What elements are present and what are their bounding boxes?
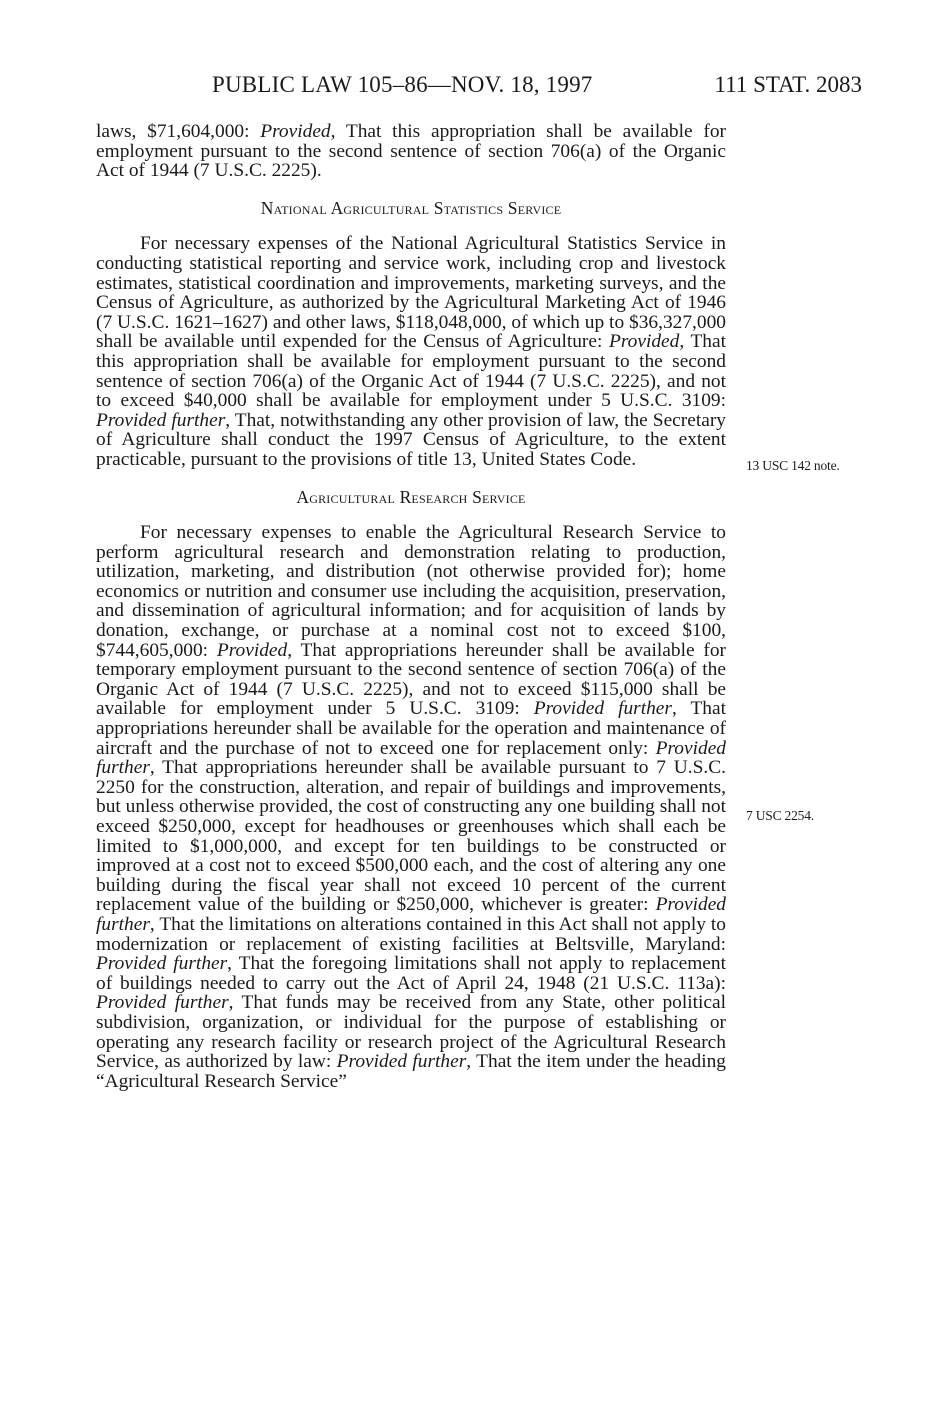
- text-segment: , That appropriations hereunder shall be available for the operation and maintenance of aircraft and the purchase of not to exceed one for replacement only:: [96, 698, 726, 759]
- italic-proviso: Provided: [608, 331, 680, 353]
- text-segment: , That appropriations hereunder shall be available for temporary employment pursuant to the second sentence of section 706(a) of the Organic Act of 1944 (7 U.S.C. 2225), and not to exceed $115,000 shall be available for employment under 5 U.S.C. 3109:: [96, 639, 726, 720]
- text-segment: , That the limitations on alterations contained in this Act shall not apply to modernization or replacement of existing facilities at Beltsville, Maryland:: [96, 913, 726, 955]
- italic-proviso: Provided further: [96, 737, 726, 779]
- text-segment: , That, notwithstanding any other provision of law, the Secretary of Agriculture shall conduct the 1997 Census of Agriculture, to the extent practicable, pursuant to the provisions of title 13, United States Code.: [96, 409, 726, 470]
- italic-proviso: Provided further: [96, 409, 226, 431]
- margin-note-7-usc: 7 USC 2254.: [746, 808, 814, 823]
- margin-note-13-usc: 13 USC 142 note.: [746, 458, 840, 473]
- paragraph-nass: [96, 234, 726, 469]
- paragraph-ars: [96, 523, 726, 1091]
- text-segment: , That the item under the heading “Agricultural Research Service”: [96, 1051, 726, 1092]
- text-segment: , That the foregoing limitations shall not apply to replacement of buildings needed to carry out the Act of April 24, 1948 (21 U.S.C. 113a):: [96, 953, 726, 994]
- text-segment: For necessary expenses of the National Agricultural Statistics Service in conducting statistical reporting and service work, including crop and livestock estimates, statistical coordination and improvements, marketing surveys, and the Census of Agriculture, as authorized by the Agricultural Marketing Act of 1946 (7 U.S.C. 1621–1627) and other laws, $118,048,000, of which up to $36,327,000 shall be available until expended for the Census of Agriculture:: [96, 233, 726, 353]
- italic-proviso: Provided further: [96, 992, 229, 1014]
- italic-proviso: Provided further: [96, 894, 726, 935]
- italic-proviso: Provided: [260, 121, 331, 142]
- running-head: PUBLIC LAW 105–86—NOV. 18, 1997: [212, 72, 593, 97]
- paragraph-continued-laws: [96, 122, 726, 181]
- italic-proviso: Provided: [216, 639, 288, 661]
- statute-page-reference: 111 STAT. 2083: [714, 72, 862, 97]
- italic-proviso: Provided further: [96, 953, 228, 975]
- text-segment: , That this appropriation shall be available for employment pursuant to the second sentence of section 706(a) of the Organic Act of 1944 (7 U.S.C. 2225), and not to exceed $40,000 shall be available for employment under 5 U.S.C. 3109:: [96, 331, 726, 412]
- text-segment: , That appropriations hereunder shall be available pursuant to 7 U.S.C. 2250 for the construction, alteration, and repair of buildings and improvements, but unless otherwise provided, the cost of constructing any one building shall not exceed $250,000, except for headhouses or greenhouses which shall each be limited to $1,000,000, and except for ten buildings to be constructed or improved at a cost not to exceed $500,000 each, and the cost of altering any one building during the fiscal year shall not exceed 10 percent of the current replacement value of the building or $250,000, whichever is greater:: [96, 757, 726, 916]
- body-text: [96, 122, 726, 1091]
- heading-nass: National Agricultural Statistics Service: [260, 197, 562, 218]
- heading-ars: Agricultural Research Service: [296, 486, 526, 507]
- text-segment: , That this appropriation shall be available for employment pursuant to the second sentence of section 706(a) of the Organic Act of 1944 (7 U.S.C. 2225).: [96, 121, 726, 182]
- italic-proviso: Provided further: [336, 1051, 467, 1073]
- text-segment: , That funds may be received from any State, other political subdivision, organization, or individual for the purpose of establishing or operating any research facility or research project of the Agricultural Research Service, as authorized by law:: [96, 992, 726, 1073]
- text-segment: laws, $71,604,000:: [96, 121, 261, 142]
- text-segment: For necessary expenses to enable the Agricultural Research Service to perform agricultural research and demonstration relating to production, utilization, marketing, and distribution (not otherwise provided for); home economics or nutrition and consumer use including the acquisition, preservation, and dissemination of agricultural information; and for acquisition of lands by donation, exchange, or purchase at a nominal cost not to exceed $100, $744,605,000:: [96, 522, 726, 661]
- italic-proviso: Provided further: [533, 698, 672, 720]
